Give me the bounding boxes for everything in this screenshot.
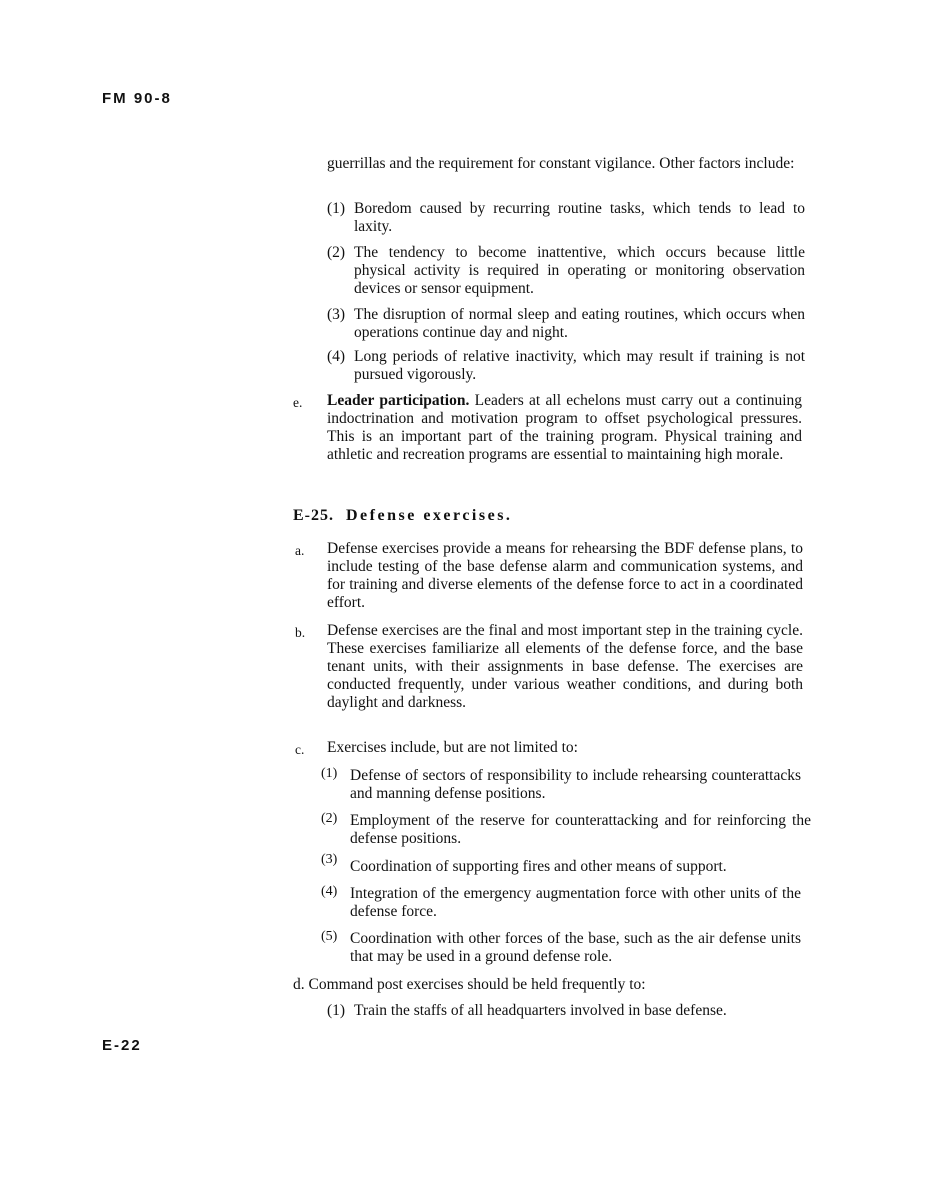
- page-number: E-22: [102, 1037, 142, 1054]
- item-text: Coordination of supporting fires and other means of support.: [350, 858, 727, 875]
- item-number: (1): [327, 1002, 346, 1019]
- list-item: [327, 348, 805, 388]
- item-number: (3): [321, 852, 338, 867]
- paragraph-label: c.: [295, 742, 305, 757]
- paragraph-text: Leaders at all echelons must carry out a continuing indoctrination and motivation program to offset psychological pressures. This is an important part of the training program. Physical training and athletic and recreation programs are essential to maintaining high morale.: [327, 392, 803, 463]
- paragraph-c: Exercises include, but are not limited to:: [327, 739, 578, 756]
- list-item: [321, 852, 811, 880]
- item-number: (4): [327, 348, 346, 365]
- item-number: (2): [321, 811, 338, 826]
- section-heading: [293, 507, 512, 525]
- list-item: [327, 200, 805, 240]
- item-number: (4): [321, 884, 338, 899]
- item-text: The tendency to become inattentive, which occurs because little physical activity is required in operating or monitoring observation devices or sensor equipment.: [354, 244, 805, 297]
- paragraph-label: b.: [295, 625, 306, 640]
- item-number: (1): [327, 200, 346, 217]
- section-title: Defense exercises.: [346, 507, 513, 524]
- item-number: (1): [321, 766, 338, 781]
- item-number: (2): [327, 244, 346, 261]
- item-text: Employment of the reserve for counterattacking and for reinforcing the defense positions.: [350, 812, 811, 847]
- paragraph-e: [327, 392, 802, 464]
- list-item: [327, 244, 805, 302]
- item-number: (5): [321, 929, 338, 944]
- list-item: [321, 812, 811, 852]
- intro-paragraph: guerrillas and the requirement for constant vigilance. Other factors include:: [327, 155, 795, 172]
- item-number: (3): [327, 306, 346, 323]
- section-number: E-25.: [293, 507, 334, 524]
- list-item: [321, 885, 811, 925]
- item-text: Defense of sectors of responsibility to include rehearsing counterattacks and manning defense positions.: [350, 767, 801, 802]
- paragraph-label: e.: [293, 395, 303, 410]
- list-item: [321, 930, 811, 970]
- list-item: [327, 1002, 807, 1024]
- item-text: The disruption of normal sleep and eating routines, which occurs when operations continue day and night.: [354, 306, 805, 341]
- list-item: [321, 767, 811, 807]
- paragraph-a: Defense exercises provide a means for rehearsing the BDF defense plans, to include testing of the base defense alarm and communication systems, and for training and diverse elements of the defense force to act in a coordinated effort.: [327, 540, 803, 611]
- list-item: [327, 306, 805, 346]
- item-text: Train the staffs of all headquarters involved in base defense.: [354, 1002, 727, 1019]
- paragraph-b: Defense exercises are the final and most important step in the training cycle. These exercises familiarize all elements of the defense force, and the base tenant units, with their assignments in base defense. The exercises are conducted frequently, under various weather conditions, and during both daylight and darkness.: [327, 622, 803, 711]
- paragraph-label: a.: [295, 543, 305, 558]
- item-text: Coordination with other forces of the base, such as the air defense units that may be used in a ground defense role.: [350, 930, 801, 965]
- item-text: Boredom caused by recurring routine tasks, which tends to lead to laxity.: [354, 200, 805, 235]
- document-id: FM 90-8: [102, 90, 172, 107]
- item-text: Long periods of relative inactivity, which may result if training is not pursued vigorously.: [354, 348, 805, 383]
- paragraph-lead: Leader participation.: [327, 392, 470, 409]
- item-text: Integration of the emergency augmentation force with other units of the defense force.: [350, 885, 801, 920]
- paragraph-d: d. Command post exercises should be held frequently to:: [293, 976, 646, 993]
